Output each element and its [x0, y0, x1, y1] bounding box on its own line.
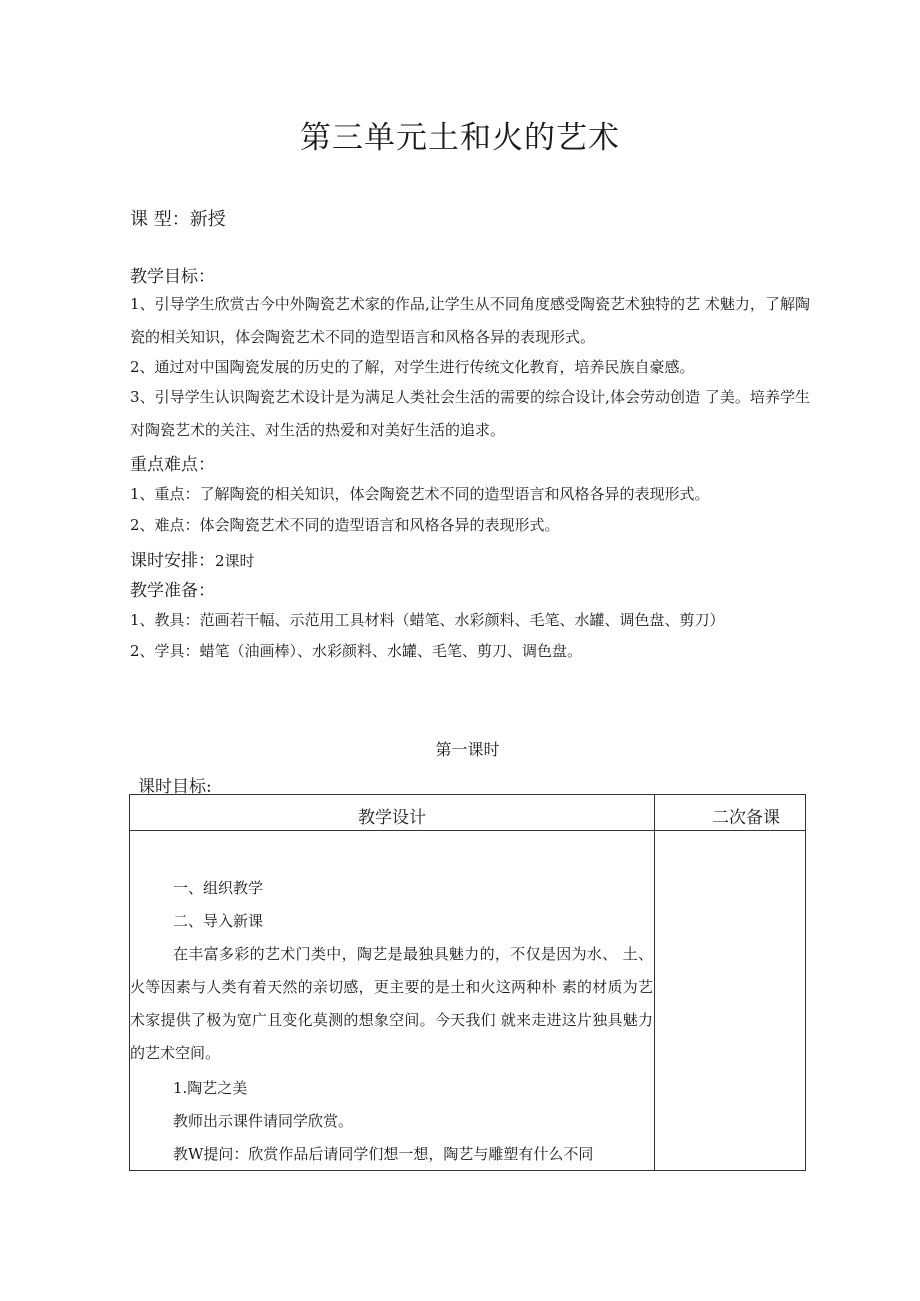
design-line-organize: 一、组织教学	[173, 879, 264, 897]
objective-item-1: 1、引导学生欣赏古今中外陶瓷艺术家的作品,让学生从不同角度感受陶瓷艺术独特的艺 术魅力，了解陶瓷的相关知识，体会陶瓷艺术不同的造型语言和风格各异的表现形式。	[130, 295, 810, 346]
lesson-title: 第一课时	[435, 740, 500, 759]
key-points-heading: 重点难点：	[130, 455, 215, 475]
table-header-row	[130, 795, 806, 831]
preparation-item-2: 2、学具：蜡笔（油画棒）、水彩颜料、水罐、毛笔、剪刀、调色盘。	[130, 642, 583, 660]
header-second-preparation: 二次备课	[655, 795, 806, 831]
second-preparation-cell[interactable]	[655, 831, 806, 1171]
page-title: 第三单元土和火的艺术	[300, 120, 620, 156]
design-line-question: 教W提问：欣赏作品后请同学们想一想，陶艺与雕塑有什么不同	[173, 1145, 594, 1163]
teaching-design-cell	[130, 831, 655, 1171]
schedule-label: 课时安排：	[130, 551, 215, 571]
table-body-row	[130, 831, 806, 1171]
objective-item-2: 2、通过对中国陶瓷发展的历史的了解，对学生进行传统文化教育，培养民族自豪感。	[130, 358, 695, 376]
lesson-plan-table	[129, 794, 806, 1171]
key-point-1: 1、重点：了解陶瓷的相关知识，体会陶瓷艺术不同的造型语言和风格各异的表现形式。	[130, 485, 710, 503]
lesson-goal-label: 课时目标:	[138, 777, 212, 797]
objective-item-3: 3、引导学生认识陶瓷艺术设计是为满足人类社会生活的需要的综合设计,体会劳动创造 了美。培养学生对陶瓷艺术的关注、对生活的热爱和对美好生活的追求。	[130, 388, 810, 439]
design-line-courseware: 教师出示课件请同学欣赏。	[173, 1112, 354, 1130]
design-line-intro: 二、导入新课	[173, 912, 264, 930]
design-paragraph: 在丰富多彩的艺术门类中，陶艺是最独具魅力的，不仅是因为水、 土、火等因素与人类有着天然的亲切感，更主要的是土和火这两种朴 素的材质为艺术家提供了极为宽广且变化莫测的想象空间。今天我们 就来走进这片独具魅力的艺术空间。	[130, 945, 653, 1062]
header-teaching-design: 教学设计	[130, 795, 655, 831]
key-point-2: 2、难点：体会陶瓷艺术不同的造型语言和风格各异的表现形式。	[130, 516, 560, 534]
schedule-value: 2课时	[215, 552, 255, 570]
objectives-heading: 教学目标：	[130, 267, 215, 287]
preparation-item-1: 1、教具：范画若干幅、示范用工具材料（蜡笔、水彩颜料、毛笔、水罐、调色盘、剪刀）	[130, 611, 725, 629]
design-line-beauty: 1.陶艺之美	[173, 1079, 248, 1097]
schedule	[130, 546, 255, 571]
course-type: 课 型：新授	[130, 209, 226, 230]
preparation-heading: 教学准备：	[130, 581, 215, 601]
